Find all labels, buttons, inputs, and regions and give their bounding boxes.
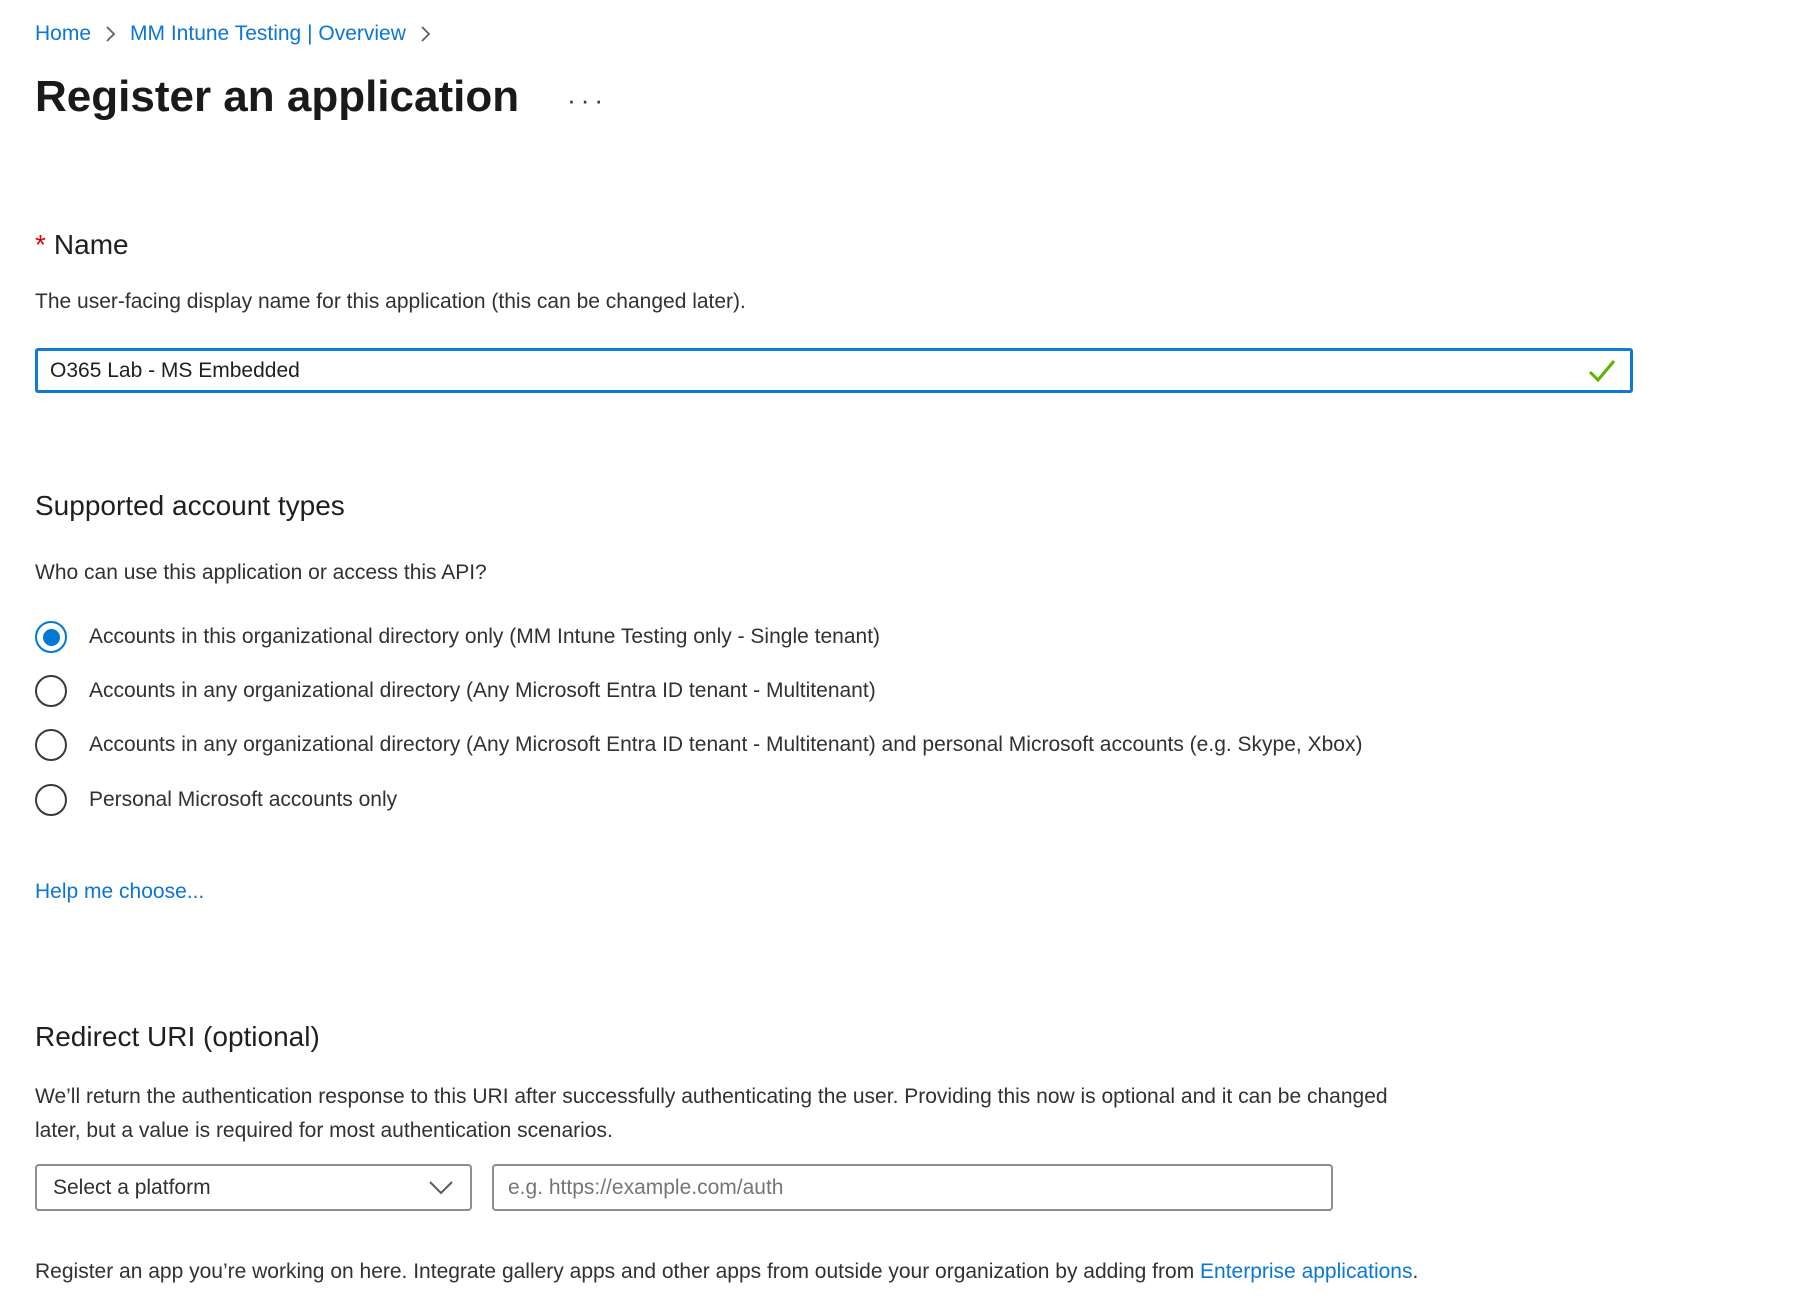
breadcrumb [35,20,1814,48]
footer-text-period: . [1412,1260,1419,1283]
name-input-wrapper [35,348,1633,393]
name-field-label [35,228,1814,262]
breadcrumb-app-overview-link[interactable]: MM Intune Testing | Overview [130,22,406,45]
radio-option-single-tenant[interactable] [35,621,1814,653]
valid-checkmark-icon [1587,358,1617,389]
radio-option-label: Personal Microsoft accounts only [89,788,398,811]
radio-unselected-icon [35,784,67,816]
radio-unselected-icon [35,675,67,707]
account-types-question: Who can use this application or access this API? [35,561,487,584]
redirect-uri-heading: Redirect URI (optional) [35,1021,320,1052]
radio-option-label: Accounts in any organizational directory (Any Microsoft Entra ID tenant - Multitenant) and personal Microsoft accounts (e.g. Skype, Xbox) [89,733,1363,756]
radio-option-multitenant[interactable] [35,675,1814,707]
radio-unselected-icon [35,729,67,761]
help-me-choose-link[interactable]: Help me choose... [35,880,205,903]
redirect-uri-controls [35,1164,1814,1211]
footer-text: Register an app you’re working on here. Integrate gallery apps and other apps from outside your organization by adding from [35,1260,1201,1283]
breadcrumb-home-link[interactable]: Home [35,22,92,45]
redirect-uri-description: We’ll return the authentication response to this URI after successfully authenticating the user. Providing this now is optional and it can be changed later, but a value is required for most authentication scenarios. [35,1085,1388,1142]
radio-selected-icon [35,621,67,653]
account-types-radio-group [35,621,1814,816]
name-field-description: The user-facing display name for this application (this can be changed later). [35,290,746,313]
redirect-uri-input[interactable] [492,1164,1333,1211]
page-title: Register an application [35,72,520,121]
chevron-right-icon [105,25,116,43]
radio-option-multitenant-personal[interactable] [35,729,1814,762]
supported-account-types-heading: Supported account types [35,490,345,521]
name-label-text: Name [53,229,129,260]
chevron-right-icon [420,25,431,43]
radio-option-label: Accounts in this organizational directory only (MM Intune Testing only - Single tenant) [89,625,881,648]
enterprise-applications-link[interactable]: Enterprise applications [1200,1260,1413,1283]
radio-option-personal-only[interactable] [35,784,1814,816]
footer-note [35,1257,1814,1287]
radio-option-label: Accounts in any organizational directory (Any Microsoft Entra ID tenant - Multitenant) [89,679,876,702]
platform-select-value: Select a platform [53,1175,211,1199]
title-row [35,70,1814,124]
name-input[interactable] [35,348,1633,393]
required-asterisk: * [35,229,46,260]
platform-select[interactable] [35,1164,472,1211]
chevron-down-icon [428,1180,454,1195]
more-options-icon[interactable]: ··· [567,84,609,115]
